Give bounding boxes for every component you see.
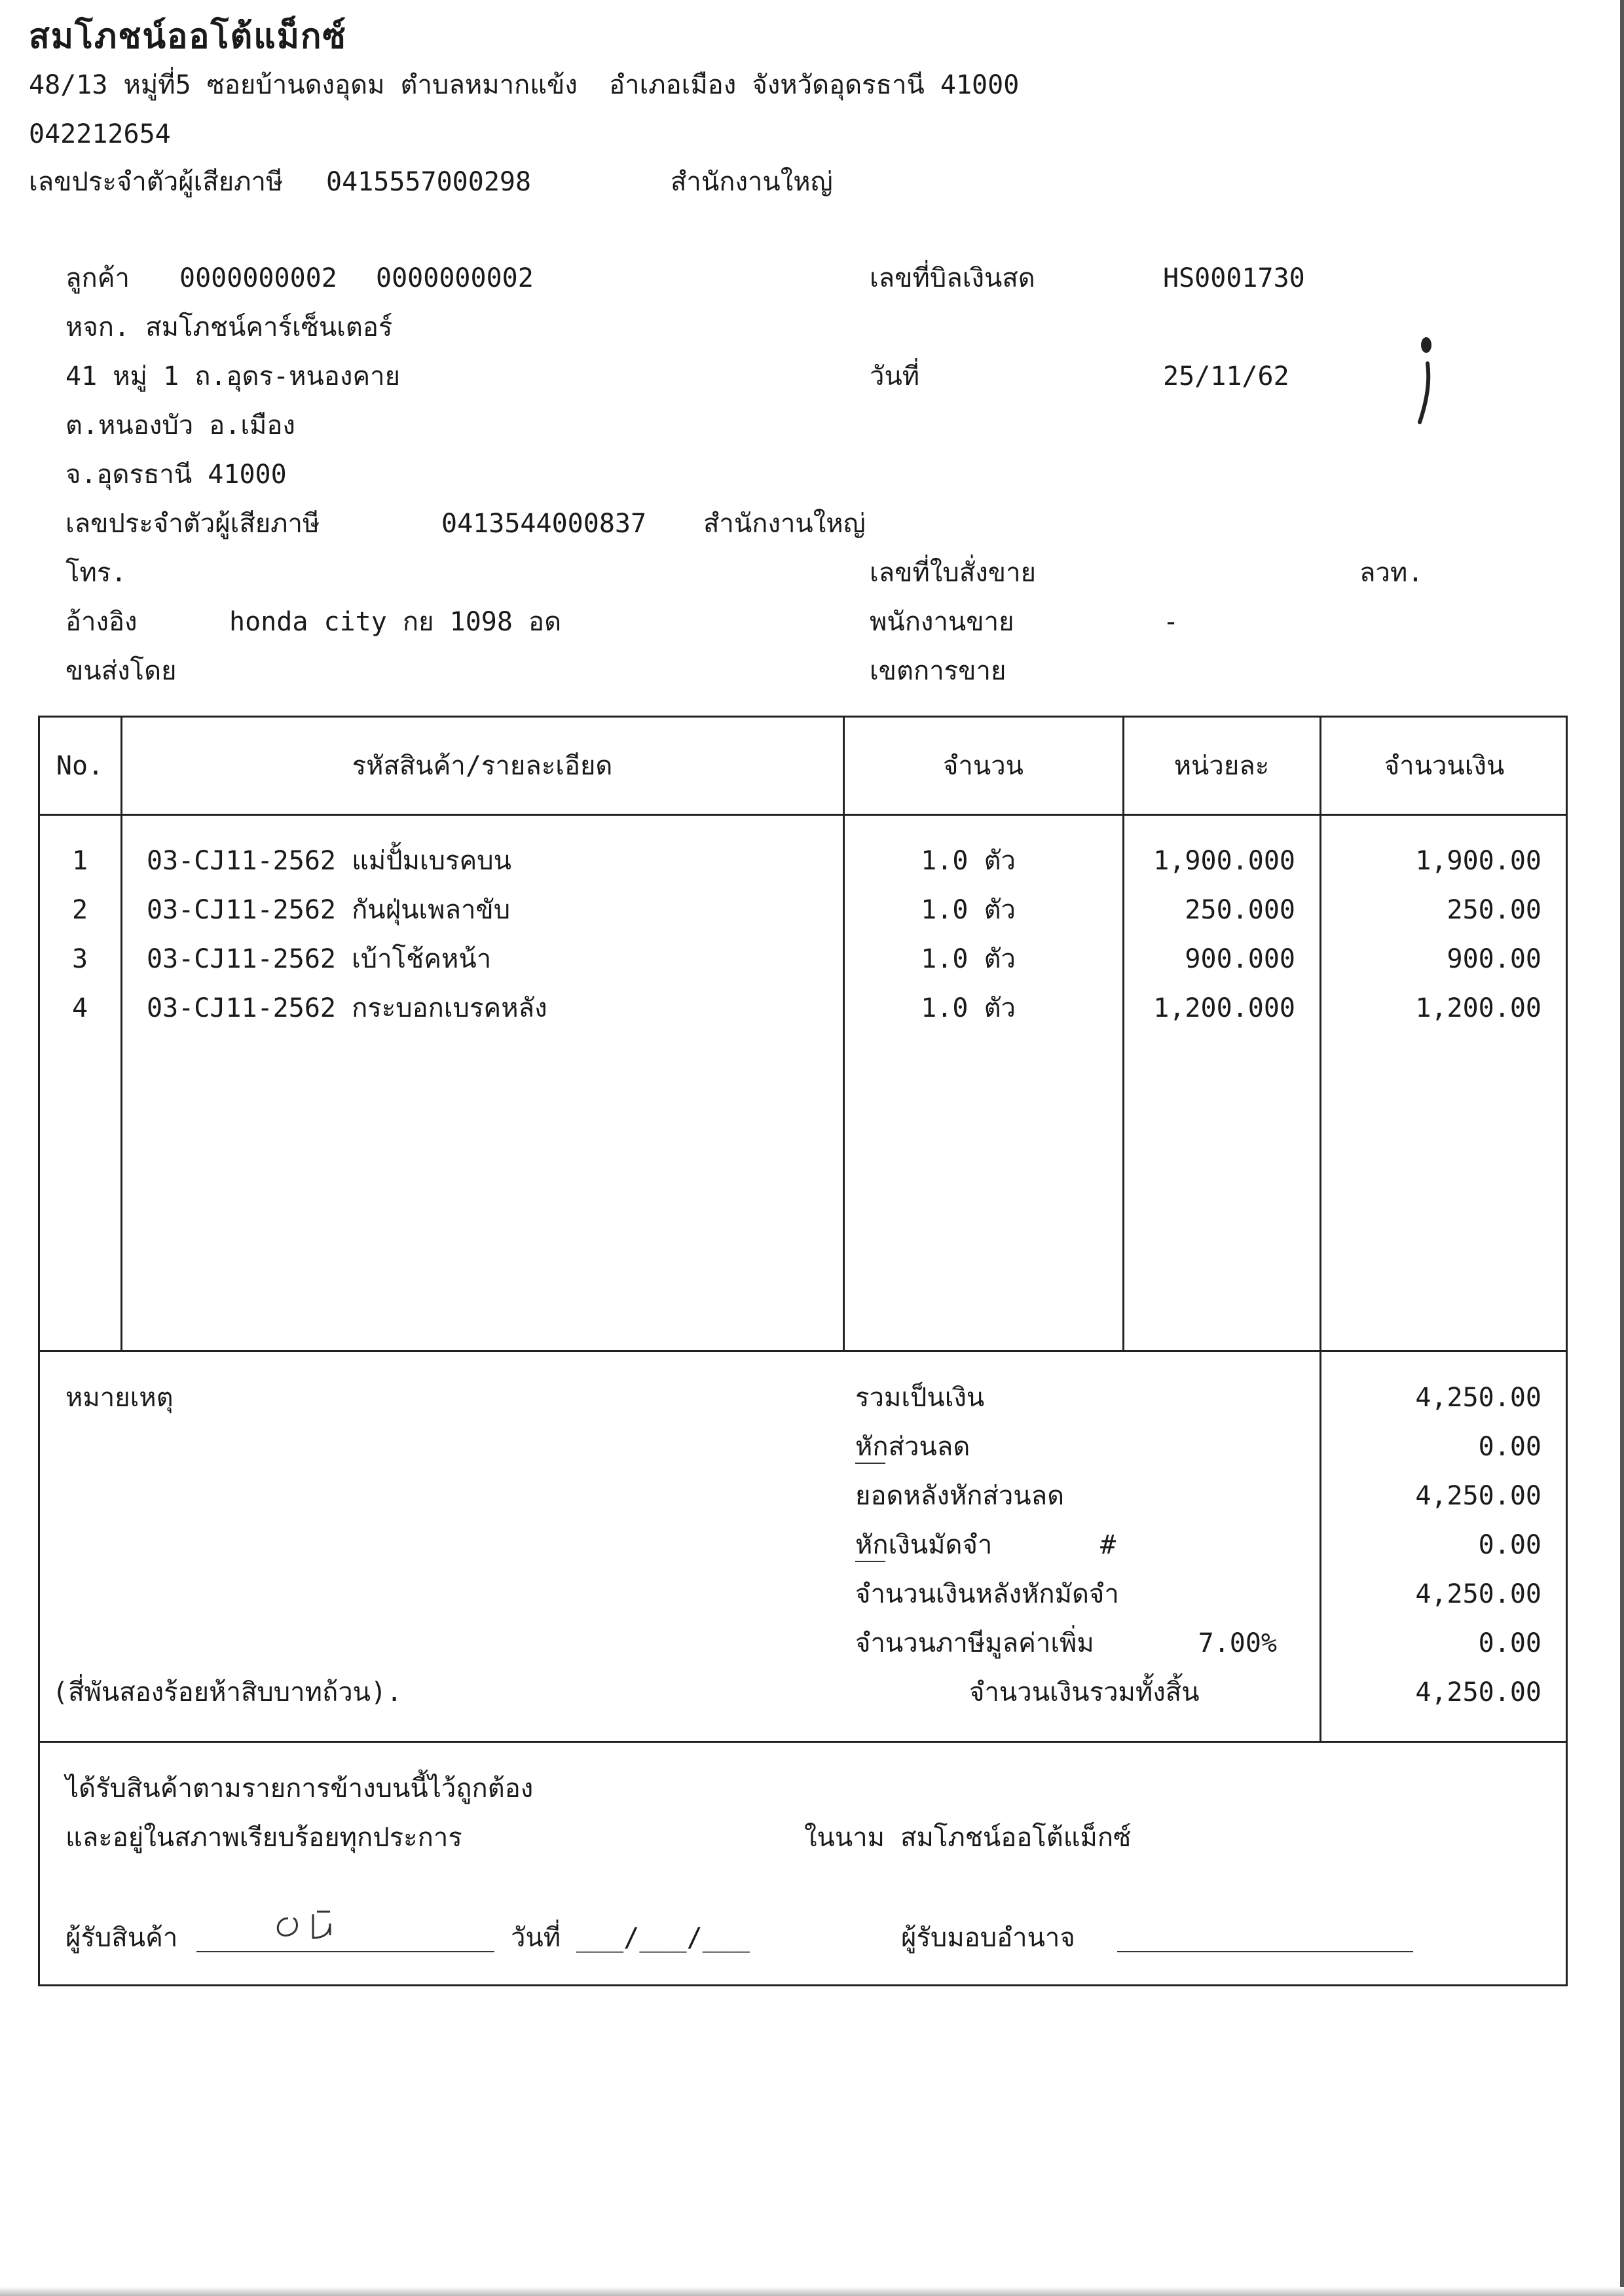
salesperson-value: -	[1163, 607, 1179, 637]
discount-value: 0.00	[1478, 1432, 1541, 1462]
items-table	[38, 716, 1568, 1352]
scan-bottom-edge	[0, 2287, 1624, 2296]
company-branch: สำนักงานใหญ่	[671, 167, 833, 197]
deposit-mark: #	[1100, 1530, 1116, 1560]
col-divider-desc	[843, 716, 845, 1352]
vat-rate: 7.00%	[1198, 1628, 1277, 1658]
header-description: รหัสสินค้า/รายละเอียด	[352, 751, 613, 781]
scan-edge	[1620, 0, 1624, 2296]
invoice-date: 25/11/62	[1163, 361, 1289, 392]
remark-label: หมายเหตุ	[65, 1383, 174, 1413]
table-row-quantity: 1.0 ตัว	[921, 944, 1016, 974]
table-row-no: 1	[71, 846, 88, 876]
subtotal-label: รวมเป็นเงิน	[855, 1383, 985, 1413]
table-row-quantity: 1.0 ตัว	[921, 846, 1016, 876]
grand-total-value: 4,250.00	[1415, 1677, 1541, 1707]
receiver-label: ผู้รับสินค้า	[65, 1923, 178, 1953]
col-divider-unit	[1320, 716, 1321, 1352]
vat-value: 0.00	[1478, 1628, 1541, 1658]
company-tax-id: 0415557000298	[326, 167, 532, 197]
invoice-date-label: วันที่	[870, 361, 920, 392]
customer-tax-id: 0413544000837	[441, 509, 647, 539]
customer-address-2: ต.หนองบัว อ.เมือง	[65, 410, 295, 441]
header-unit-price: หน่วยละ	[1173, 751, 1270, 781]
table-row-no: 3	[71, 944, 88, 974]
after-deposit-label: จำนวนเงินหลังหักมัดจำ	[855, 1579, 1119, 1609]
invoice-number-label: เลขที่บิลเงินสด	[870, 263, 1035, 293]
company-address: 48/13 หมู่ที่5 ซอยบ้านดงอุดม ตำบลหมากแข้ง อำเภอเมือง จังหวัดอุดรธานี 41000	[29, 70, 1020, 100]
table-row-unit-price: 1,900.000	[1153, 846, 1295, 876]
table-row-description: 03-CJ11-2562 แม่ปั้มเบรคบน	[147, 846, 512, 876]
table-row-quantity: 1.0 ตัว	[921, 993, 1016, 1023]
sales-order-suffix: ลวท.	[1359, 558, 1424, 588]
deposit-label: หักเงินมัดจำ	[855, 1530, 993, 1560]
deposit-value: 0.00	[1478, 1530, 1541, 1560]
on-behalf-of: ในนาม สมโภชน์ออโต้แม็กซ์	[804, 1823, 1132, 1853]
customer-code: 0000000002	[179, 263, 337, 293]
reference-label: อ้างอิง	[65, 607, 138, 637]
received-statement-2: และอยู่ในสภาพเรียบร้อยทุกประการ	[65, 1823, 462, 1853]
customer-name: หจก. สมโภชน์คาร์เซ็นเตอร์	[65, 312, 393, 342]
header-no: No.	[56, 751, 104, 781]
receive-date-blank: ___/___/___	[576, 1923, 750, 1953]
vat-label: จำนวนภาษีมูลค่าเพิ่ม	[855, 1628, 1094, 1658]
table-row-amount: 1,900.00	[1415, 846, 1541, 876]
reference-value: honda city กย 1098 อด	[229, 607, 562, 637]
col-divider-qty	[1122, 716, 1124, 1352]
table-row-no: 2	[71, 895, 88, 925]
pen-mark	[1408, 331, 1441, 429]
discount-underline	[855, 1463, 885, 1464]
authorized-label: ผู้รับมอบอำนาจ	[901, 1923, 1075, 1953]
table-row-no: 4	[71, 993, 88, 1023]
table-row-quantity: 1.0 ตัว	[921, 895, 1016, 925]
sales-area-label: เขตการขาย	[870, 656, 1006, 686]
after-discount-value: 4,250.00	[1415, 1481, 1541, 1511]
shipping-label: ขนส่งโดย	[65, 656, 177, 686]
table-row-amount: 250.00	[1447, 895, 1541, 925]
subtotal-value: 4,250.00	[1415, 1383, 1541, 1413]
received-statement-1: ได้รับสินค้าตามรายการข้างบนนี้ไว้ถูกต้อง	[65, 1774, 534, 1804]
receiver-signature	[262, 1892, 367, 1951]
customer-tax-id-label: เลขประจำตัวผู้เสียภาษี	[65, 509, 320, 539]
discount-label: หักส่วนลด	[855, 1432, 970, 1462]
salesperson-label: พนักงานขาย	[870, 607, 1014, 637]
deposit-underline	[855, 1561, 885, 1562]
company-name: สมโภชน์ออโต้แม็กซ์	[29, 17, 347, 56]
receiver-signature-line	[196, 1951, 494, 1952]
table-row-description: 03-CJ11-2562 เบ้าโช้คหน้า	[147, 944, 492, 974]
table-row-amount: 900.00	[1447, 944, 1541, 974]
customer-label: ลูกค้า	[65, 263, 130, 293]
customer-code-2: 0000000002	[376, 263, 534, 293]
table-header-divider	[38, 814, 1568, 816]
table-row-amount: 1,200.00	[1415, 993, 1541, 1023]
table-row-unit-price: 1,200.000	[1153, 993, 1295, 1023]
after-discount-label: ยอดหลังหักส่วนลด	[855, 1481, 1065, 1511]
receive-date-label: วันที่	[511, 1923, 561, 1953]
table-row-unit-price: 250.000	[1185, 895, 1295, 925]
company-tax-id-label: เลขประจำตัวผู้เสียภาษี	[29, 167, 284, 197]
grand-total-label: จำนวนเงินรวมทั้งสิ้น	[969, 1677, 1200, 1707]
header-amount: จำนวนเงิน	[1384, 751, 1505, 781]
table-row-unit-price: 900.000	[1185, 944, 1295, 974]
company-phone: 042212654	[29, 119, 171, 149]
sales-order-label: เลขที่ใบสั่งขาย	[870, 558, 1037, 588]
authorized-signature-line	[1117, 1951, 1413, 1952]
after-deposit-value: 4,250.00	[1415, 1579, 1541, 1609]
customer-phone-label: โทร.	[65, 558, 127, 588]
customer-address-3: จ.อุดรธานี 41000	[65, 460, 287, 490]
col-divider-no	[120, 716, 122, 1352]
header-quantity: จำนวน	[942, 751, 1024, 781]
customer-branch: สำนักงานใหญ่	[703, 509, 866, 539]
customer-address-1: 41 หมู่ 1 ถ.อุดร-หนองคาย	[65, 361, 401, 392]
table-row-description: 03-CJ11-2562 กระบอกเบรคหลัง	[147, 993, 547, 1023]
table-row-description: 03-CJ11-2562 กันฝุ่นเพลาขับ	[147, 895, 511, 925]
invoice-number: HS0001730	[1163, 263, 1305, 293]
amount-in-words: (สี่พันสองร้อยห้าสิบบาทถ้วน).	[52, 1677, 403, 1707]
